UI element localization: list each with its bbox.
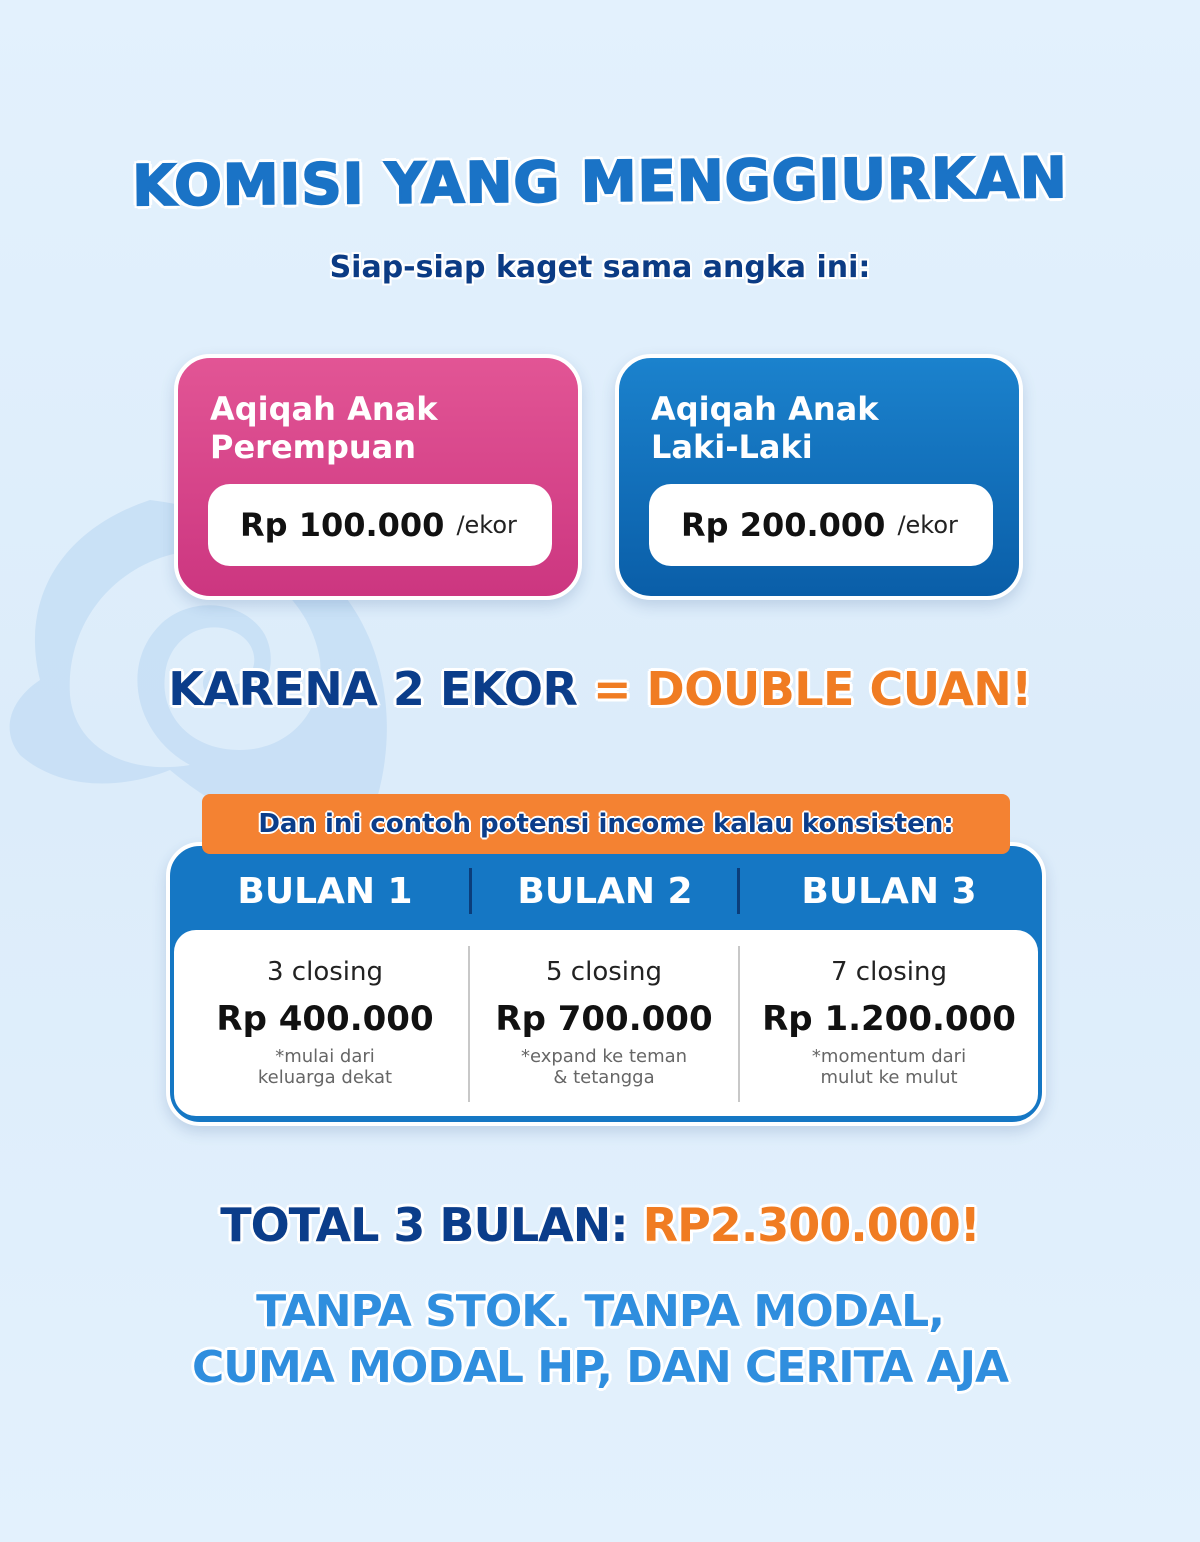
income-column-1 [180, 944, 470, 1100]
tagline-line-2: CUMA MODAL HP, DAN CERITA AJA [191, 1342, 1009, 1393]
price-unit: /ekor [897, 511, 958, 539]
tagline [0, 1284, 1200, 1396]
card-title: Aqiqah Anak Laki-Laki [651, 390, 879, 466]
equals-sign: = [592, 662, 632, 716]
page-title: KOMISI YANG MENGGIURKAN [132, 145, 1068, 220]
income-note: *mulai dari keluarga dekat [257, 1046, 393, 1088]
income-note: *expand ke teman & tetangga [520, 1046, 688, 1088]
month-header-3: BULAN 3 [801, 870, 977, 912]
closing-count: 3 closing [267, 957, 383, 987]
double-cuan-headline [0, 662, 1200, 716]
price-amount: Rp 200.000 [681, 506, 886, 544]
tagline-line-1: TANPA STOK. TANPA MODAL, [256, 1286, 944, 1337]
price-pill [208, 484, 552, 566]
double-right-text: DOUBLE CUAN! [646, 662, 1032, 716]
month-header-2: BULAN 2 [517, 870, 693, 912]
double-left-text: KARENA 2 EKOR [168, 662, 578, 716]
page-subtitle: Siap-siap kaget sama angka ini: [329, 250, 871, 285]
income-column-3 [740, 944, 1038, 1100]
total-label: TOTAL 3 BULAN: [220, 1198, 628, 1252]
card-aqiqah-laki-laki [615, 354, 1023, 600]
income-banner: Dan ini contoh potensi income kalau konsisten: [202, 794, 1010, 854]
price-unit: /ekor [456, 511, 517, 539]
price-amount: Rp 100.000 [240, 506, 445, 544]
income-amount: Rp 400.000 [216, 999, 434, 1039]
total-headline [0, 1198, 1200, 1252]
income-amount: Rp 1.200.000 [762, 999, 1016, 1039]
income-column-2 [470, 944, 738, 1100]
card-aqiqah-perempuan [174, 354, 582, 600]
card-title: Aqiqah Anak Perempuan [210, 390, 438, 466]
income-note: *momentum dari mulut ke mulut [811, 1046, 967, 1088]
income-amount: Rp 700.000 [495, 999, 713, 1039]
price-pill [649, 484, 993, 566]
total-value: RP2.300.000! [642, 1198, 980, 1252]
closing-count: 7 closing [831, 957, 947, 987]
month-header-1: BULAN 1 [237, 870, 413, 912]
closing-count: 5 closing [546, 957, 662, 987]
